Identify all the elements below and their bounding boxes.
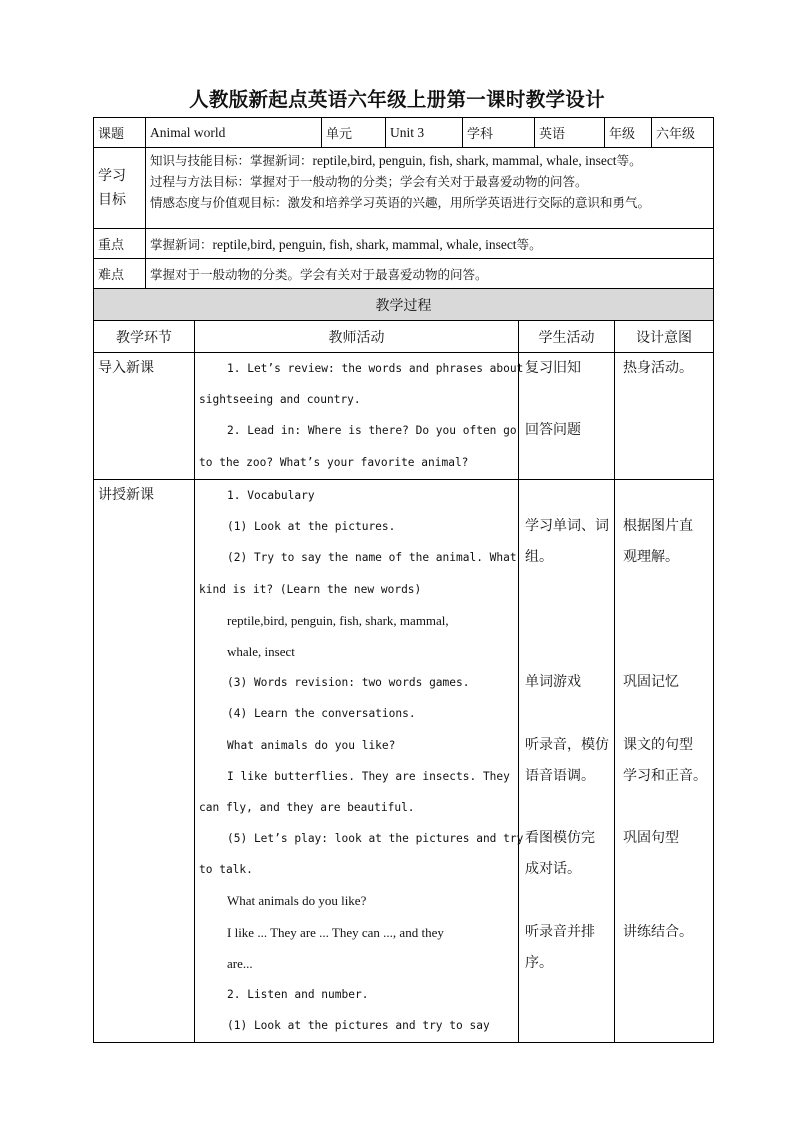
process-title: 教学过程 xyxy=(94,289,714,321)
goal-process: 过程与方法目标：掌握对于一般动物的分类；学会有关对于最喜爱动物的问答。 xyxy=(150,174,588,189)
new-student-line: 语音语调。 xyxy=(525,767,595,784)
new-design-line: 讲练结合。 xyxy=(623,923,693,940)
new-teacher-line: (2) Try to say the name of the animal. What xyxy=(227,551,517,565)
new-design-line: 学习和正音。 xyxy=(623,767,707,784)
new-student-line: 单词游戏 xyxy=(525,674,581,691)
header-teacher: 教师活动 xyxy=(195,321,519,353)
intro-student-line: 回答问题 xyxy=(525,422,581,439)
new-teacher-line: What animals do you like? xyxy=(227,893,367,909)
new-student-line: 组。 xyxy=(525,549,553,566)
goals-label-line2: 目标 xyxy=(98,192,126,208)
new-student-line: 听录音并排 xyxy=(525,923,595,940)
header-stage: 教学环节 xyxy=(94,321,195,353)
new-student-line: 看图模仿完 xyxy=(525,830,595,847)
header-design: 设计意图 xyxy=(615,321,714,353)
new-teacher-line: (3) Words revision: two words games. xyxy=(227,676,470,690)
unit-label: 单元 xyxy=(322,118,386,148)
new-student xyxy=(519,480,615,1043)
new-teacher-line: (1) Look at the pictures. xyxy=(227,520,396,534)
grade-label: 年级 xyxy=(605,118,652,148)
difficult-points-label: 难点 xyxy=(94,259,146,289)
intro-student xyxy=(519,353,615,480)
difficult-points-content: 掌握对于一般动物的分类。学会有关对于最喜爱动物的问答。 xyxy=(146,259,714,289)
info-table xyxy=(93,117,714,289)
intro-teacher xyxy=(195,353,524,480)
new-teacher-line: kind is it? (Learn the new words) xyxy=(199,582,422,596)
new-design-line: 巩固记忆 xyxy=(623,674,679,691)
topic-value: Animal world xyxy=(146,118,322,148)
new-design xyxy=(615,480,714,1043)
new-teacher-line: 1. Vocabulary xyxy=(227,489,315,502)
new-teacher-line: can fly, and they are beautiful. xyxy=(199,800,415,814)
goal-knowledge: 知识与技能目标：掌握新词：reptile,bird, penguin, fish, shark, mammal, whale, insect等。 xyxy=(150,153,642,168)
intro-teacher-line: sightseeing and country. xyxy=(199,393,361,407)
header-student: 学生活动 xyxy=(519,321,615,353)
new-student-line: 学习单词、词 xyxy=(525,518,609,535)
goal-emotion: 情感态度与价值观目标：激发和培养学习英语的兴趣，用所学英语进行交际的意识和勇气。 xyxy=(150,195,651,210)
new-teacher-line: (5) Let’s play: look at the pictures and try xyxy=(227,832,524,846)
new-design-line: 根据图片直 xyxy=(623,518,693,535)
new-design-line: 课文的句型 xyxy=(623,736,693,753)
intro-student-line: 复习旧知 xyxy=(525,360,581,376)
unit-value: Unit 3 xyxy=(386,118,463,148)
new-student-line: 成对话。 xyxy=(525,861,581,878)
new-design-line: 观理解。 xyxy=(623,549,679,566)
intro-teacher-line: to the zoo? What’s your favorite animal? xyxy=(199,455,469,469)
new-teacher-line: I like ... They are ... They can ..., and they xyxy=(227,924,444,940)
intro-design: 热身活动。 xyxy=(615,353,714,480)
intro-stage: 导入新课 xyxy=(94,353,195,480)
process-table xyxy=(93,288,714,1043)
new-student-line: 序。 xyxy=(525,954,553,971)
new-teacher-line: whale, insect xyxy=(227,643,295,659)
goals-label-line1: 学习 xyxy=(98,168,126,184)
new-teacher xyxy=(195,480,524,1043)
subject-value: 英语 xyxy=(535,118,605,148)
key-points-label: 重点 xyxy=(94,229,146,259)
key-points-content: 掌握新词：reptile,bird, penguin, fish, shark, mammal, whale, insect等。 xyxy=(146,229,714,259)
subject-label: 学科 xyxy=(463,118,535,148)
new-stage: 讲授新课 xyxy=(94,480,195,1043)
new-teacher-line: are... xyxy=(227,955,253,971)
intro-teacher-line: 1. Let’s review: the words and phrases about xyxy=(227,362,524,375)
new-teacher-line: What animals do you like? xyxy=(227,738,396,752)
goals-label xyxy=(94,148,146,229)
intro-teacher-line: 2. Lead in: Where is there? Do you often go xyxy=(227,424,517,438)
new-teacher-line: I like butterflies. They are insects. They xyxy=(227,769,510,783)
document-title: 人教版新起点英语六年级上册第一课时教学设计 xyxy=(189,88,605,111)
grade-value: 六年级 xyxy=(652,118,714,148)
topic-label: 课题 xyxy=(94,118,146,148)
new-student-line: 听录音，模仿 xyxy=(525,736,609,753)
goals-content xyxy=(146,148,714,229)
new-teacher-line: reptile,bird, penguin, fish, shark, mammal, xyxy=(227,612,449,628)
new-teacher-line: (4) Learn the conversations. xyxy=(227,707,416,721)
new-design-line: 巩固句型 xyxy=(623,830,679,847)
new-teacher-line: (1) Look at the pictures and try to say xyxy=(227,1019,490,1033)
new-teacher-line: 2. Listen and number. xyxy=(227,988,369,1001)
new-teacher-line: to talk. xyxy=(199,863,253,877)
